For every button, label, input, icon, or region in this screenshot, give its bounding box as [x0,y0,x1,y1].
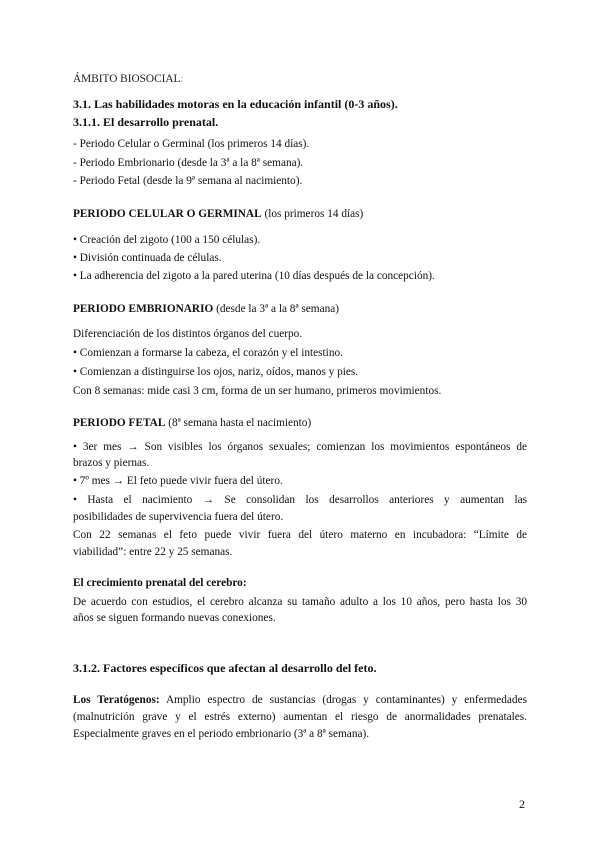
heading-celular-label: PERIODO CELULAR O GERMINAL [73,208,262,220]
heading-3-1-2: 3.1.2. Factores específicos que afectan al desarrollo del feto. [73,661,377,675]
heading-embrionario-note: (desde la 3ª a la 8ª semana) [213,303,340,315]
period-item: - Periodo Celular o Germinal (los primeros 14 días). [73,138,310,150]
section-header-text: ÁMBITO BIOSOCIAL [73,73,181,85]
embrionario-line: Con 8 semanas: mide casi 3 cm, forma de un ser humano, primeros movimientos. [73,385,442,397]
teratogenos-line [73,693,527,707]
fetal-line: • 7º mes → El feto puede vivir fuera del útero. [73,475,283,487]
celular-item: • División continuada de células. [73,252,222,264]
heading-3-1: 3.1. Las habilidades motoras en la educación infantil (0-3 años). [73,97,398,111]
heading-cerebro: El crecimiento prenatal del cerebro: [73,577,247,589]
heading-embrionario-label: PERIODO EMBRIONARIO [73,303,214,315]
cerebro-line: años se siguen formando nuevas conexiones. [73,612,276,624]
fetal-line: Con 22 semanas el feto puede vivir fuera del útero materno en incubadora: “Límite de [73,529,527,541]
fetal-line: posibilidades de supervivencia fuera del útero. [73,511,284,523]
embrionario-line: • Comienzan a formarse la cabeza, el corazón y el intestino. [73,347,343,359]
teratogenos-text: Amplio espectro de sustancias (drogas y contaminantes) y enfermedades [159,694,527,706]
cerebro-line: De acuerdo con estudios, el cerebro alcanza su tamaño adulto a los 10 años, pero hasta los 30 [73,596,527,608]
heading-celular-note: (los primeros 14 días) [261,208,364,220]
heading-periodo-celular [73,207,363,221]
heading-periodo-fetal [73,416,311,430]
period-item: - Periodo Embrionario (desde la 3ª a la 8ª semana). [73,157,304,169]
embrionario-line: Diferenciación de los distintos órganos del cuerpo. [73,328,303,340]
fetal-line: • Hasta el nacimiento → Se consolidan los desarrollos anteriores y aumentan las [73,494,527,506]
heading-fetal-label: PERIODO FETAL [73,417,166,429]
heading-periodo-embrionario [73,302,339,316]
fetal-line: viabilidad”: entre 22 y 25 semanas. [73,546,233,558]
teratogenos-line: (malnutrición grave y el estrés externo) aumentan el riesgo de anormalidades prenatales. [73,711,527,723]
heading-3-1-1: 3.1.1. El desarrollo prenatal. [73,115,219,129]
celular-item: • La adherencia del zigoto a la pared uterina (10 días después de la concepción). [73,270,435,282]
page-number: 2 [519,797,525,811]
fetal-line: • 3er mes → Son visibles los órganos sexuales; comienzan los movimientos espontáneos de [73,441,527,453]
heading-fetal-note: (8ª semana hasta el nacimiento) [165,417,312,429]
fetal-line: brazos y piernas. [73,457,150,469]
period-item: - Periodo Fetal (desde la 9ª semana al nacimiento). [73,175,303,187]
teratogenos-line: Especialmente graves en el periodo embrionario (3ª a 8ª semana). [73,728,370,740]
section-header [73,72,184,86]
teratogenos-label: Los Teratógenos: [73,694,160,706]
section-header-colon: : [180,73,184,85]
embrionario-line: • Comienzan a distinguirse los ojos, nariz, oídos, manos y pies. [73,366,359,378]
celular-item: • Creación del zigoto (100 a 150 células). [73,234,261,246]
